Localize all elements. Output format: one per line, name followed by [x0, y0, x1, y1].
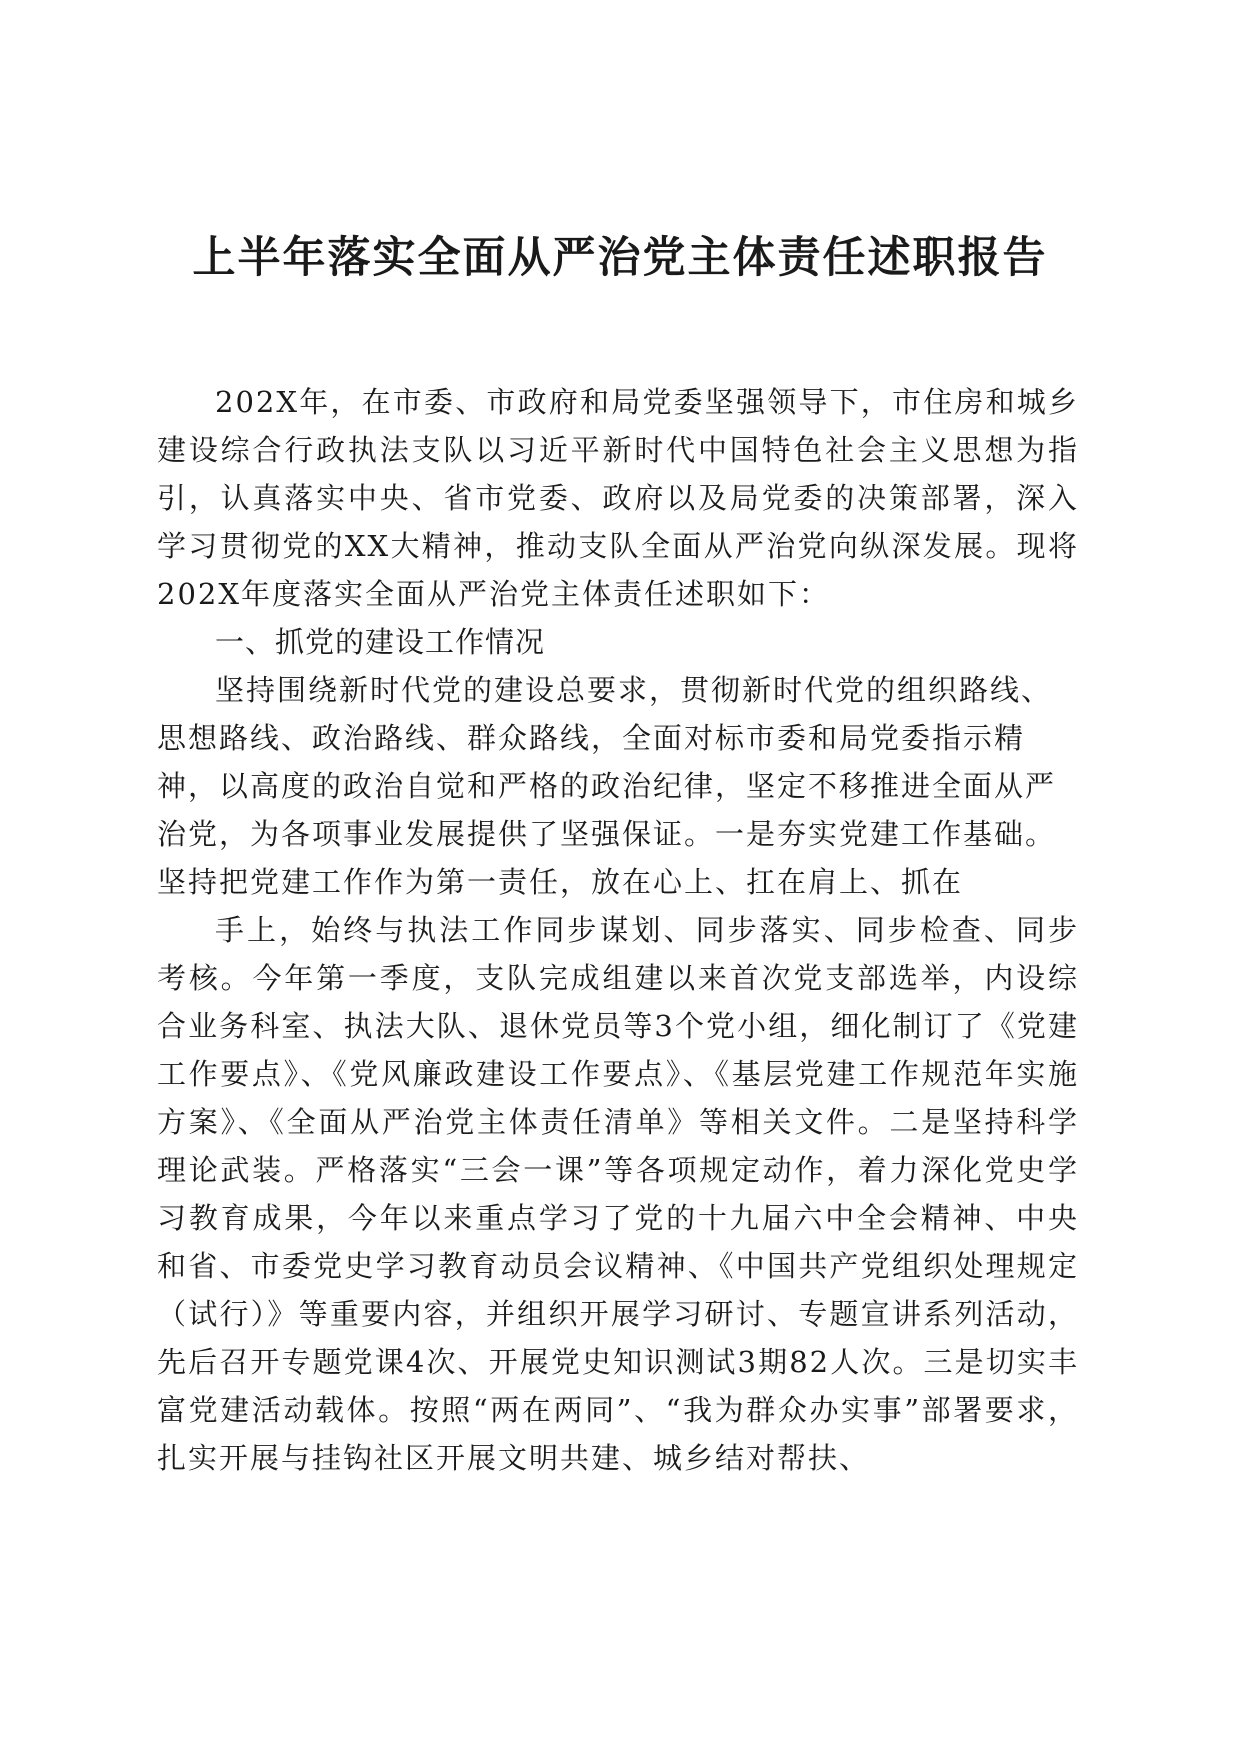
- document-title: 上半年落实全面从严治党主体责任述职报告: [192, 233, 1048, 283]
- section-paragraph: 手上，始终与执法工作同步谋划、同步落实、同步检查、同步考核。今年第一季度，支队完成组建以来首次党支部选举，内设综合业务科室、执法大队、退休党员等3个党小组，细化制订了《党建工作要点》、《党风廉政建设工作要点》、《基层党建工作规范年实施方案》、《全面从严治党主体责任清单》等相关文件。二是坚持科学理论武装。严格落实“三会一课”等各项规定动作，着力深化党史学习教育成果，今年以来重点学习了党的十九届六中全会精神、中央和省、市委党史学习教育动员会议精神、《中国共产党组织处理规定（试行）》等重要内容，并组织开展学习研讨、专题宣讲系列活动，先后召开专题党课4次、开展党史知识测试3期82人次。三是切实丰富党建活动载体。按照“两在两同”、“我为群众办实事”部署要求，扎实开展与挂钩社区开展文明共建、城乡结对帮扶、: [157, 913, 1079, 1475]
- intro-paragraph: 202X年，在市委、市政府和局党委坚强领导下，市住房和城乡建设综合行政执法支队以习近平新时代中国特色社会主义思想为指引，认真落实中央、省市党委、政府以及局党委的决策部署，深入学习贯彻党的XX大精神，推动支队全面从严治党向纵深发展。现将202X年度落实全面从严治党主体责任述职如下：: [157, 385, 1079, 611]
- section-paragraph: 坚持围绕新时代党的建设总要求，贯彻新时代党的组织路线、思想路线、政治路线、群众路线，全面对标市委和局党委指示精神，以高度的政治自觉和严格的政治纪律，坚定不移推进全面从严治党，为各项事业发展提供了坚强保证。一是夯实党建工作基础。坚持把党建工作作为第一责任，放在心上、扛在肩上、抓在: [157, 673, 1057, 899]
- document-body: [157, 378, 1079, 1482]
- section-heading: 一、抓党的建设工作情况: [215, 625, 546, 659]
